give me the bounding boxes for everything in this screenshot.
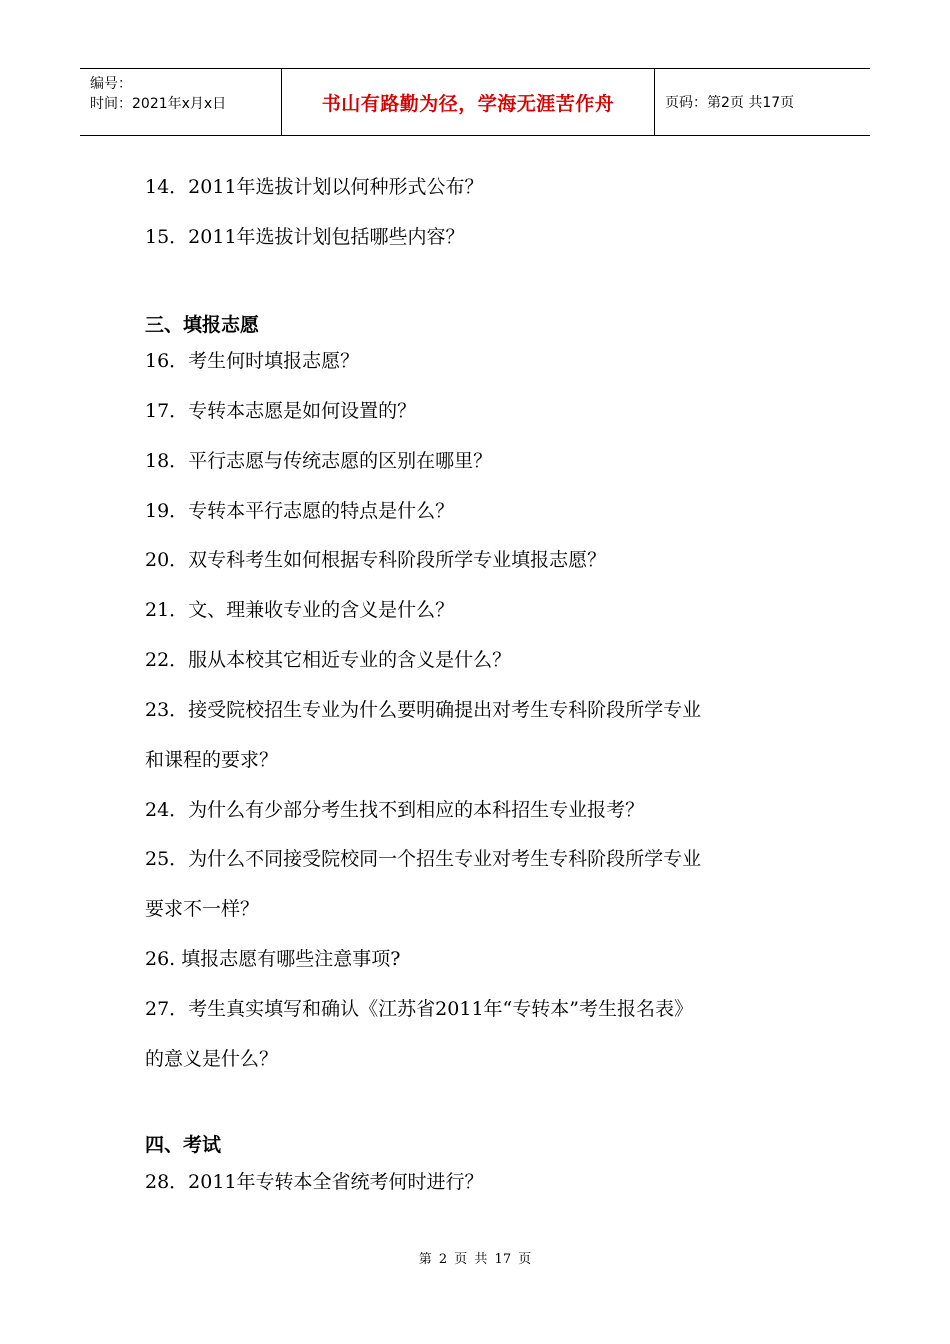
question-23-continuation: 和课程的要求？ [145, 749, 279, 771]
question-19: 19．专转本平行志愿的特点是什么？ [145, 500, 455, 522]
question-16: 16．考生何时填报志愿？ [145, 350, 360, 372]
question-20: 20．双专科考生如何根据专科阶段所学专业填报志愿？ [145, 549, 607, 571]
header-meta-cell [80, 69, 282, 135]
header-motto: 书山有路勤为径，学海无涯苦作舟 [321, 92, 615, 115]
question-27: 27．考生真实填写和确认《江苏省2011年“专转本”考生报名表》 [145, 998, 693, 1020]
header-page-label: 页码：第2页 共17页 [665, 95, 795, 111]
page-header [80, 68, 870, 136]
document-time-label: 时间：2021年x月x日 [90, 96, 227, 112]
question-15: 15．2011年选拔计划包括哪些内容？ [145, 226, 465, 248]
section-heading-4: 四、考试 [145, 1134, 222, 1156]
page-footer: 第 2 页 共 17 页 [418, 1252, 532, 1267]
question-26: 26. 填报志愿有哪些注意事项? [145, 948, 401, 970]
section-heading-3: 三、填报志愿 [145, 314, 260, 336]
header-page-cell [655, 69, 870, 135]
question-17: 17．专转本志愿是如何设置的？ [145, 400, 417, 422]
document-number-label: 编号： [90, 76, 132, 92]
question-28: 28．2011年专转本全省统考何时进行？ [145, 1171, 484, 1193]
question-21: 21．文、理兼收专业的含义是什么？ [145, 599, 455, 621]
question-22: 22．服从本校其它相近专业的含义是什么？ [145, 649, 512, 671]
question-18: 18．平行志愿与传统志愿的区别在哪里？ [145, 450, 493, 472]
question-25: 25．为什么不同接受院校同一个招生专业对考生专科阶段所学专业 [145, 848, 702, 870]
question-27-continuation: 的意义是什么？ [145, 1048, 279, 1070]
question-24: 24．为什么有少部分考生找不到相应的本科招生专业报考？ [145, 799, 645, 821]
question-23: 23．接受院校招生专业为什么要明确提出对考生专科阶段所学专业 [145, 699, 702, 721]
question-25-continuation: 要求不一样？ [145, 898, 260, 920]
question-14: 14．2011年选拔计划以何种形式公布？ [145, 176, 484, 198]
header-motto-cell [282, 69, 655, 135]
